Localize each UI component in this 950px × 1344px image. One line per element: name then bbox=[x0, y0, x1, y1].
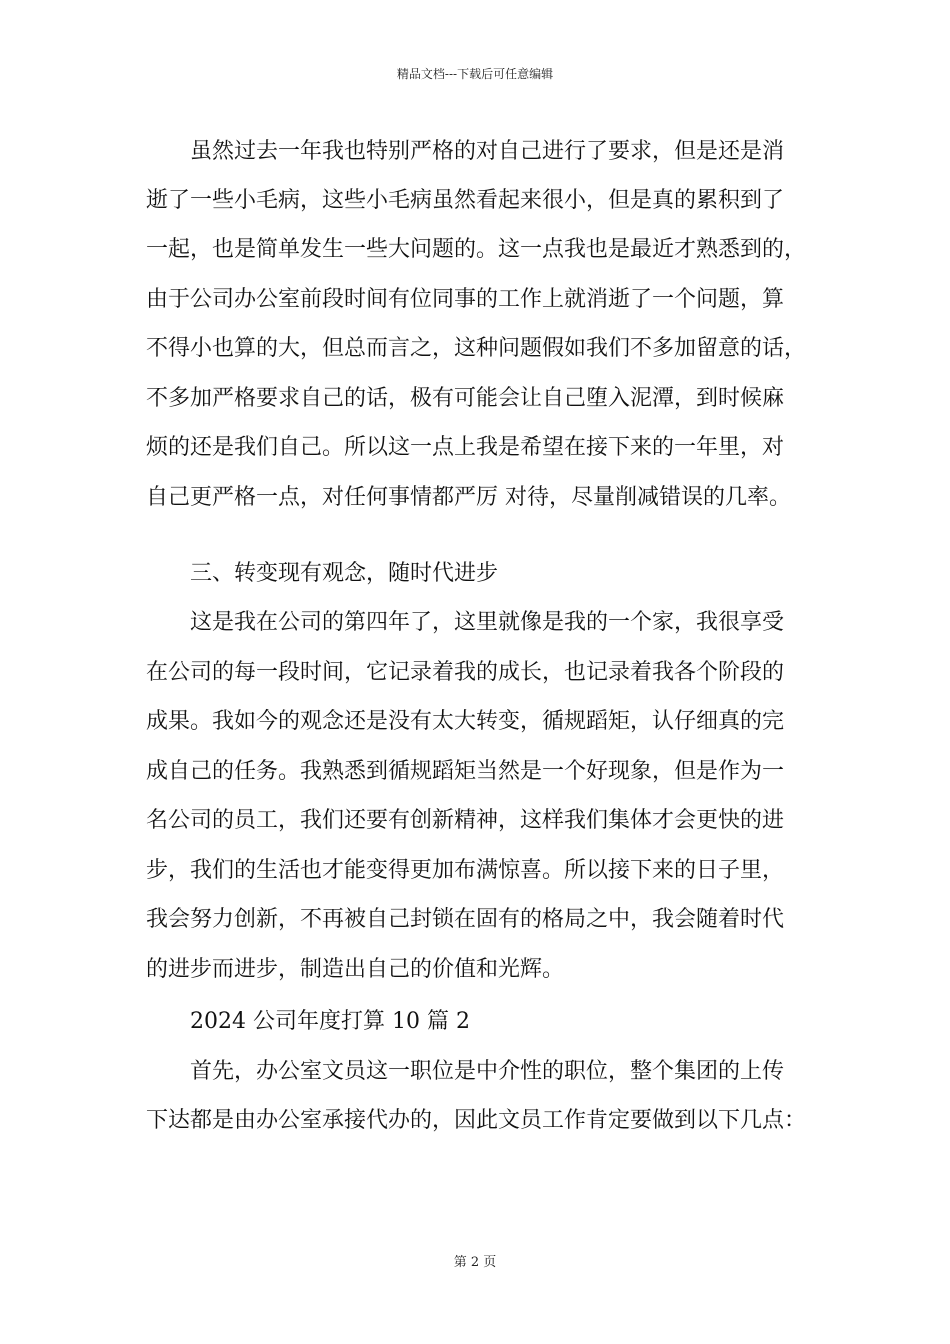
body-line: 首先，办公室文员这一职位是中介性的职位，整个集团的上传 bbox=[146, 1059, 785, 1084]
body-line: 不得小也算的大，但总而言之，这种问题假如我们不多加留意的话， bbox=[146, 336, 807, 361]
body-line: 名公司的员工，我们还要有创新精神，这样我们集体才会更快的进 bbox=[146, 808, 785, 833]
section-heading: 2024 公司年度打算 10 篇 2 bbox=[146, 1009, 470, 1034]
page-header: 精品文档---下载后可任意编辑 bbox=[396, 67, 554, 81]
body-line: 我会努力创新，不再被自己封锁在固有的格局之中，我会随着时代 bbox=[146, 907, 785, 932]
body-line: 由于公司办公室前段时间有位同事的工作上就消逝了一个问题，算 bbox=[146, 287, 785, 312]
body-line: 在公司的每一段时间，它记录着我的成长，也记录着我各个阶段的 bbox=[146, 660, 785, 685]
body-line: 成果。我如今的观念还是没有太大转变，循规蹈矩，认仔细真的完 bbox=[146, 709, 785, 734]
body-line: 下达都是由办公室承接代办的，因此文员工作肯定要做到以下几点： bbox=[146, 1108, 807, 1133]
body-line: 一起，也是简单发生一些大问题的。这一点我也是最近才熟悉到的， bbox=[146, 237, 807, 262]
body-line: 逝了一些小毛病，这些小毛病虽然看起来很小，但是真的累积到了 bbox=[146, 188, 785, 213]
body-line: 不多加严格要求自己的话，极有可能会让自己堕入泥潭，到时候麻 bbox=[146, 386, 785, 411]
body-line: 这是我在公司的第四年了，这里就像是我的一个家，我很享受 bbox=[146, 610, 785, 635]
page-number: 第 2 页 bbox=[453, 1255, 497, 1270]
body-line: 烦的还是我们自己。所以这一点上我是希望在接下来的一年里，对 bbox=[146, 435, 785, 460]
body-line: 的进步而进步，制造出自己的价值和光辉。 bbox=[146, 957, 565, 982]
body-line: 成自己的任务。我熟悉到循规蹈矩当然是一个好现象，但是作为一 bbox=[146, 759, 785, 784]
body-line: 步，我们的生活也才能变得更加布满惊喜。所以接下来的日子里， bbox=[146, 858, 785, 883]
body-line: 虽然过去一年我也特别严格的对自己进行了要求，但是还是消 bbox=[146, 139, 785, 164]
section-heading: 三、转变现有观念，随时代进步 bbox=[146, 561, 499, 586]
body-line: 自己更严格一点，对任何事情都严厉 对待，尽量削减错误的几率。 bbox=[146, 485, 791, 510]
